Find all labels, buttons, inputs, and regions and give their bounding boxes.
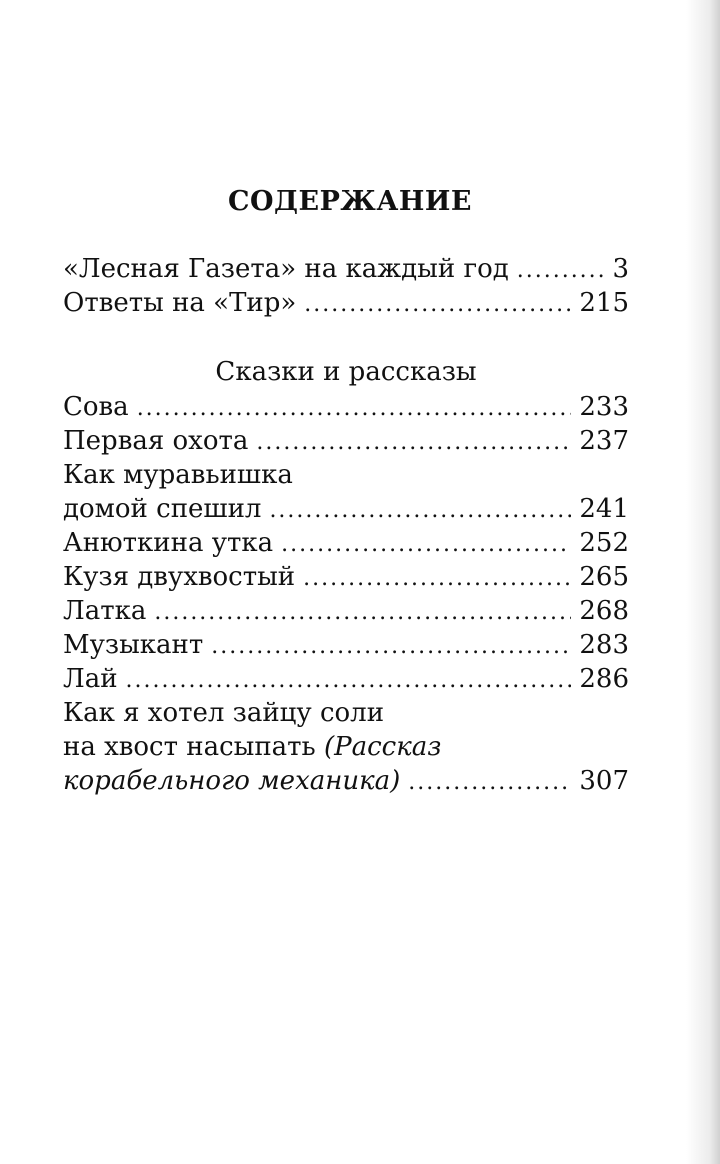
toc-entry <box>63 594 629 628</box>
toc-entry-title: домой спешил <box>63 494 262 524</box>
toc-entry-page: 237 <box>579 426 629 456</box>
toc-entry-page: 286 <box>579 664 629 694</box>
toc-entry <box>63 764 629 798</box>
toc-entry-page: 252 <box>579 528 629 558</box>
dot-leader <box>408 766 571 800</box>
toc-entry-title: Музыкант <box>63 630 204 660</box>
toc-entry-title: Ответы на «Тир» <box>63 288 297 318</box>
toc-entry-title: «Лесная Газета» на каждый год <box>63 254 509 284</box>
toc-entry <box>63 390 629 424</box>
toc-entry-page: 215 <box>579 288 629 318</box>
toc-entry <box>63 252 629 286</box>
dot-leader <box>303 562 571 596</box>
toc-entry <box>63 560 629 594</box>
dot-leader <box>137 392 572 426</box>
dot-leader <box>211 630 571 664</box>
toc-entry-subtitle-part: (Рассказ <box>323 732 442 762</box>
page-edge-shadow <box>686 0 720 1164</box>
toc-entry <box>63 492 629 526</box>
dot-leader <box>256 426 571 460</box>
toc-entry-title-line <box>63 730 629 764</box>
toc-entry <box>63 526 629 560</box>
spacer <box>63 320 629 354</box>
toc-entry <box>63 286 629 320</box>
toc-entry <box>63 424 629 458</box>
dot-leader <box>269 494 571 528</box>
toc-entry-page: 233 <box>579 392 629 422</box>
toc-entry <box>63 662 629 696</box>
toc-entry-title-part: на хвост насыпать <box>63 732 316 762</box>
dot-leader <box>281 528 571 562</box>
toc-entry-title-line: Как муравьишка <box>63 460 293 490</box>
dot-leader <box>304 288 571 322</box>
toc-entry-page: 265 <box>579 562 629 592</box>
toc-entry-title: Анюткина утка <box>63 528 274 558</box>
toc-entry-title-line: Как я хотел зайцу соли <box>63 698 385 728</box>
toc-entry-page: 3 <box>612 254 629 284</box>
toc-entry-page: 241 <box>579 494 629 524</box>
toc-entry <box>63 628 629 662</box>
toc-entry-subtitle: корабельного механика) <box>63 766 401 796</box>
toc-entry-page: 283 <box>579 630 629 660</box>
table-of-contents <box>63 252 629 798</box>
dot-leader <box>154 596 571 630</box>
dot-leader <box>126 664 572 698</box>
toc-entry-title: Лай <box>63 664 118 694</box>
toc-entry-title: Кузя двухвостый <box>63 562 296 592</box>
contents-heading: СОДЕРЖАНИЕ <box>228 186 472 217</box>
section-title: Сказки и рассказы <box>215 357 477 387</box>
toc-entry-title: Латка <box>63 596 147 626</box>
dot-leader <box>517 254 605 288</box>
toc-entry-title: Первая охота <box>63 426 249 456</box>
toc-entry-page: 307 <box>579 766 629 796</box>
toc-entry-page: 268 <box>579 596 629 626</box>
toc-entry-title: Сова <box>63 392 129 422</box>
